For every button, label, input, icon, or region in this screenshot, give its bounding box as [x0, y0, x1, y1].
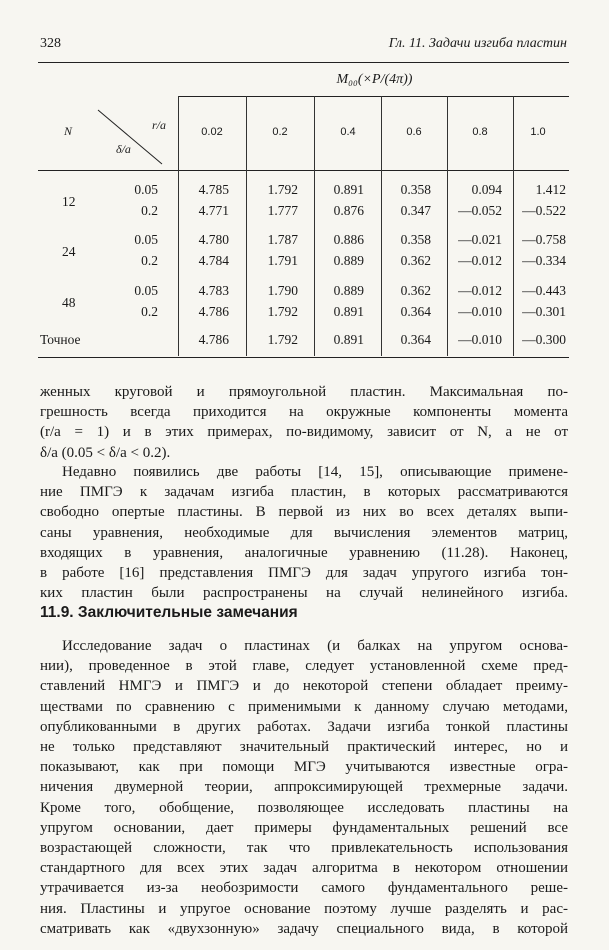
text-line: стандартного для всех этих задач алгоритма в некотором отношении: [40, 860, 568, 877]
text-line: сматривать как «двухзонную» задачу специального вида, в которой: [40, 920, 568, 937]
table-cell: 1.412: [535, 182, 566, 197]
text-line: Исследование задач о пластинах (и балках на упругом основа-: [62, 638, 568, 654]
table-cell: 0.347: [400, 203, 431, 218]
text-line: саны уравнения, необходимые для вычисления элементов матриц,: [40, 524, 568, 541]
text-line: δ/a (0.05 < δ/a < 0.2).: [40, 444, 171, 461]
table-cell: —0.522: [522, 203, 566, 218]
corner-top-label: r/a: [152, 118, 167, 132]
table-cell: —0.300: [522, 332, 566, 347]
table-cell: 1.790: [267, 283, 298, 298]
column-header: 0.4: [340, 126, 356, 138]
text-line: свободно опертые пластины. В первой из них во всех деталях выпи-: [40, 504, 568, 521]
table-cell: 0.876: [333, 203, 364, 218]
text-line: ставлений НМГЭ и ПМГЭ и до некоторой степени обладает преиму-: [40, 678, 568, 695]
text-line: Недавно появились две работы [14, 15], описывающие примене-: [62, 464, 568, 480]
table-cell: 0.891: [333, 304, 364, 319]
table-cell: —0.010: [458, 332, 502, 347]
text-line: в работе [16] представления ПМГЭ для задач упругого изгиба тон-: [40, 565, 568, 582]
section-title: 11.9. Заключительные замечания: [40, 604, 298, 621]
table-cell: 0.362: [400, 283, 431, 298]
table-cell: —0.758: [522, 232, 566, 247]
text-line: входящих в уравнения, аналогичные уравнению (11.28). Наконец,: [40, 544, 568, 561]
table-cell: 4.771: [198, 203, 229, 218]
table-cell: 1.787: [267, 232, 298, 247]
delta-value: 0.05: [134, 232, 158, 247]
delta-value: 0.2: [141, 203, 158, 218]
page-header: [40, 36, 567, 56]
text-line: ничения двумерной теории, аппроксимирующей трехмерные задачи.: [40, 779, 568, 796]
text-line: не только представляют значительный практический интерес, но и: [40, 739, 568, 756]
table-cell: 0.094: [471, 182, 502, 197]
table-cell: 4.786: [198, 332, 229, 347]
text-line: ние ПМГЭ к задачам изгиба пластин, в которых рассматриваются: [40, 484, 568, 501]
text-line: показывают, как при помощи МГЭ учитываются известные огра-: [40, 759, 568, 776]
table-header-rule: [38, 170, 569, 171]
table-cell: 4.783: [198, 283, 229, 298]
text-line: грешность всегда приходится на окружные компоненты момента: [40, 404, 568, 421]
table-cell: —0.334: [522, 253, 566, 268]
table-subheader-rule: [178, 96, 569, 97]
page-number: 328: [40, 36, 61, 51]
table-cell: —0.301: [522, 304, 566, 319]
delta-value: 0.05: [134, 283, 158, 298]
table-cell: 1.791: [267, 253, 298, 268]
table-cell: 1.777: [267, 203, 298, 218]
paragraph-2: [40, 462, 568, 603]
delta-value: 0.2: [141, 304, 158, 319]
table-cell: 0.891: [333, 182, 364, 197]
table-cell: —0.052: [458, 203, 502, 218]
table-cell: 1.792: [267, 332, 298, 347]
corner-diagonal: [90, 108, 170, 168]
text-line: (r/a = 1) и в этих примерах, по-видимому, зависит от N, а не от: [40, 424, 568, 441]
table-cell: —0.012: [458, 283, 502, 298]
table-cell: 0.889: [333, 253, 364, 268]
table-title: M₀₀(×P/(4π)): [336, 72, 413, 87]
paragraph-3: [40, 636, 568, 939]
table-top-rule: [38, 62, 569, 63]
running-title: Гл. 11. Задачи изгиба пластин: [388, 36, 567, 51]
table-cell: —0.443: [522, 283, 566, 298]
table-bottom-rule: [38, 357, 569, 358]
table-cell: 0.889: [333, 283, 364, 298]
column-header: 0.2: [272, 126, 288, 138]
table-cell: 1.792: [267, 304, 298, 319]
table-cell: —0.010: [458, 304, 502, 319]
text-line: опубликованными в других работах. Задачи изгиба тонкой пластины: [40, 718, 568, 735]
paragraph-1: [40, 382, 568, 463]
table-cell: 0.886: [333, 232, 364, 247]
exact-row-label: Точное: [40, 332, 81, 347]
column-header: 0.6: [406, 126, 422, 138]
table-cell: 0.358: [400, 182, 431, 197]
table-cell: —0.012: [458, 253, 502, 268]
column-header: 0.02: [201, 126, 223, 138]
text-line: упругом основании, дает примеры фундаментальных решений все: [40, 819, 568, 836]
row-group-n: 24: [62, 244, 76, 259]
text-line: утрачивается из-за необозримости самого фундаментального реше-: [40, 880, 568, 897]
text-line: ществами по сравнению с применимыми к данному случаю методами,: [40, 698, 568, 715]
column-header: 1.0: [530, 126, 546, 138]
table-cell: 0.364: [400, 304, 431, 319]
table-cell: 4.786: [198, 304, 229, 319]
row-group-n: 12: [62, 194, 76, 209]
table-cell: 4.784: [198, 253, 229, 268]
text-line: возрастающей сложности, так что привлекательность использования: [40, 840, 568, 857]
table-cell: 0.362: [400, 253, 431, 268]
row-group-n: 48: [62, 295, 76, 310]
text-line: нии), проведенное в этой главе, следует установленной схеме пред-: [40, 658, 568, 675]
table-cell: 4.785: [198, 182, 229, 197]
corner-bottom-label: δ/a: [116, 142, 131, 156]
table-cell: 0.358: [400, 232, 431, 247]
table-cell: 0.364: [400, 332, 431, 347]
table-cell: 1.792: [267, 182, 298, 197]
text-line: Кроме того, обобщение, позволяющее исследовать пластины на: [40, 799, 568, 816]
table-cell: 0.891: [333, 332, 364, 347]
delta-value: 0.2: [141, 253, 158, 268]
text-line: женных круговой и прямоугольной пластин. Максимальная по-: [40, 384, 568, 400]
row-label-n: N: [64, 124, 73, 138]
column-header: 0.8: [472, 126, 488, 138]
text-line: ния. Пластины и упругое основание поэтому лучше разделять и рас-: [40, 900, 568, 917]
table-cell: 4.780: [198, 232, 229, 247]
delta-value: 0.05: [134, 182, 158, 197]
text-line: ких пластин были распространены на случай нелинейного изгиба.: [40, 585, 568, 602]
table-cell: —0.021: [458, 232, 502, 247]
